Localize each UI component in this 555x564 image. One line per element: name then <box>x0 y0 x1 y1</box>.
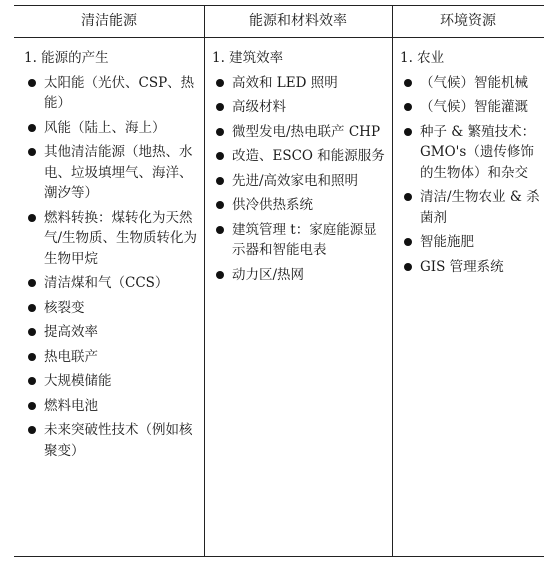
header-energy-material-efficiency: 能源和材料效率 <box>249 13 347 29</box>
list-item: 风能（陆上、海上） <box>24 118 200 139</box>
list-item: 高级材料 <box>212 97 386 118</box>
list-item: 清洁煤和气（CCS） <box>24 273 200 294</box>
bullet-icon <box>404 263 412 271</box>
technology-table <box>14 5 544 557</box>
column-title: 1. 能源的产生 <box>24 50 109 66</box>
list-item: 建筑管理 t：家庭能源显示器和智能电表 <box>212 220 386 261</box>
bullet-icon <box>28 214 36 222</box>
bullet-icon <box>404 193 412 201</box>
list-item: GIS 管理系统 <box>400 257 542 278</box>
bullet-icon <box>216 177 224 185</box>
bullet-icon <box>216 128 224 136</box>
bullet-icon <box>28 377 36 385</box>
list-item: 高效和 LED 照明 <box>212 73 386 94</box>
list-item: 提高效率 <box>24 322 200 343</box>
list-item: 清洁/生物农业 & 杀菌剂 <box>400 187 542 228</box>
bullet-icon <box>28 402 36 410</box>
bullet-icon <box>28 124 36 132</box>
bullet-icon <box>28 353 36 361</box>
bullet-icon <box>404 238 412 246</box>
list-item: 燃料电池 <box>24 396 200 417</box>
list-item: 热电联产 <box>24 347 200 368</box>
bullet-icon <box>28 426 36 434</box>
bullet-icon <box>28 328 36 336</box>
bullet-icon <box>216 79 224 87</box>
bullet-icon <box>216 152 224 160</box>
list-item: 太阳能（光伏、CSP、热能） <box>24 73 200 114</box>
list-item: （气候）智能机械 <box>400 73 542 94</box>
list-item: 先进/高效家电和照明 <box>212 171 386 192</box>
list-item: 核裂变 <box>24 298 200 319</box>
bullet-icon <box>28 304 36 312</box>
column-title: 1. 建筑效率 <box>212 50 284 66</box>
list-item: 改造、ESCO 和能源服务 <box>212 146 386 167</box>
list-item: （气候）智能灌溉 <box>400 97 542 118</box>
bullet-icon <box>28 279 36 287</box>
column-energy-material-efficiency <box>212 48 386 289</box>
bullet-icon <box>28 148 36 156</box>
bullet-icon <box>216 201 224 209</box>
list-item: 微型发电/热电联产 CHP <box>212 122 386 143</box>
bullet-icon <box>216 271 224 279</box>
header-clean-energy: 清洁能源 <box>81 13 137 29</box>
list-item: 种子 & 繁殖技术：GMO's（遗传修饰的生物体）和杂交 <box>400 122 542 184</box>
list-item: 大规模储能 <box>24 371 200 392</box>
column-divider <box>204 6 205 556</box>
list-item: 燃料转换：煤转化为天然气/生物质、生物质转化为生物甲烷 <box>24 208 200 270</box>
column-clean-energy <box>24 48 200 465</box>
header-environmental-resources: 环境资源 <box>440 13 496 29</box>
list-item: 智能施肥 <box>400 232 542 253</box>
bullet-icon <box>404 128 412 136</box>
list-item: 其他清洁能源（地热、水电、垃圾填埋气、海洋、潮汐等） <box>24 142 200 204</box>
bullet-icon <box>216 103 224 111</box>
header-row <box>14 6 544 38</box>
list-item: 供冷供热系统 <box>212 195 386 216</box>
bullet-icon <box>404 79 412 87</box>
bullet-icon <box>216 226 224 234</box>
list-item: 动力区/热网 <box>212 265 386 286</box>
column-environmental-resources <box>400 48 542 281</box>
bullet-icon <box>404 103 412 111</box>
column-divider <box>392 6 393 556</box>
bullet-icon <box>28 79 36 87</box>
list-item: 未来突破性技术（例如核聚变） <box>24 420 200 461</box>
column-title: 1. 农业 <box>400 50 445 66</box>
